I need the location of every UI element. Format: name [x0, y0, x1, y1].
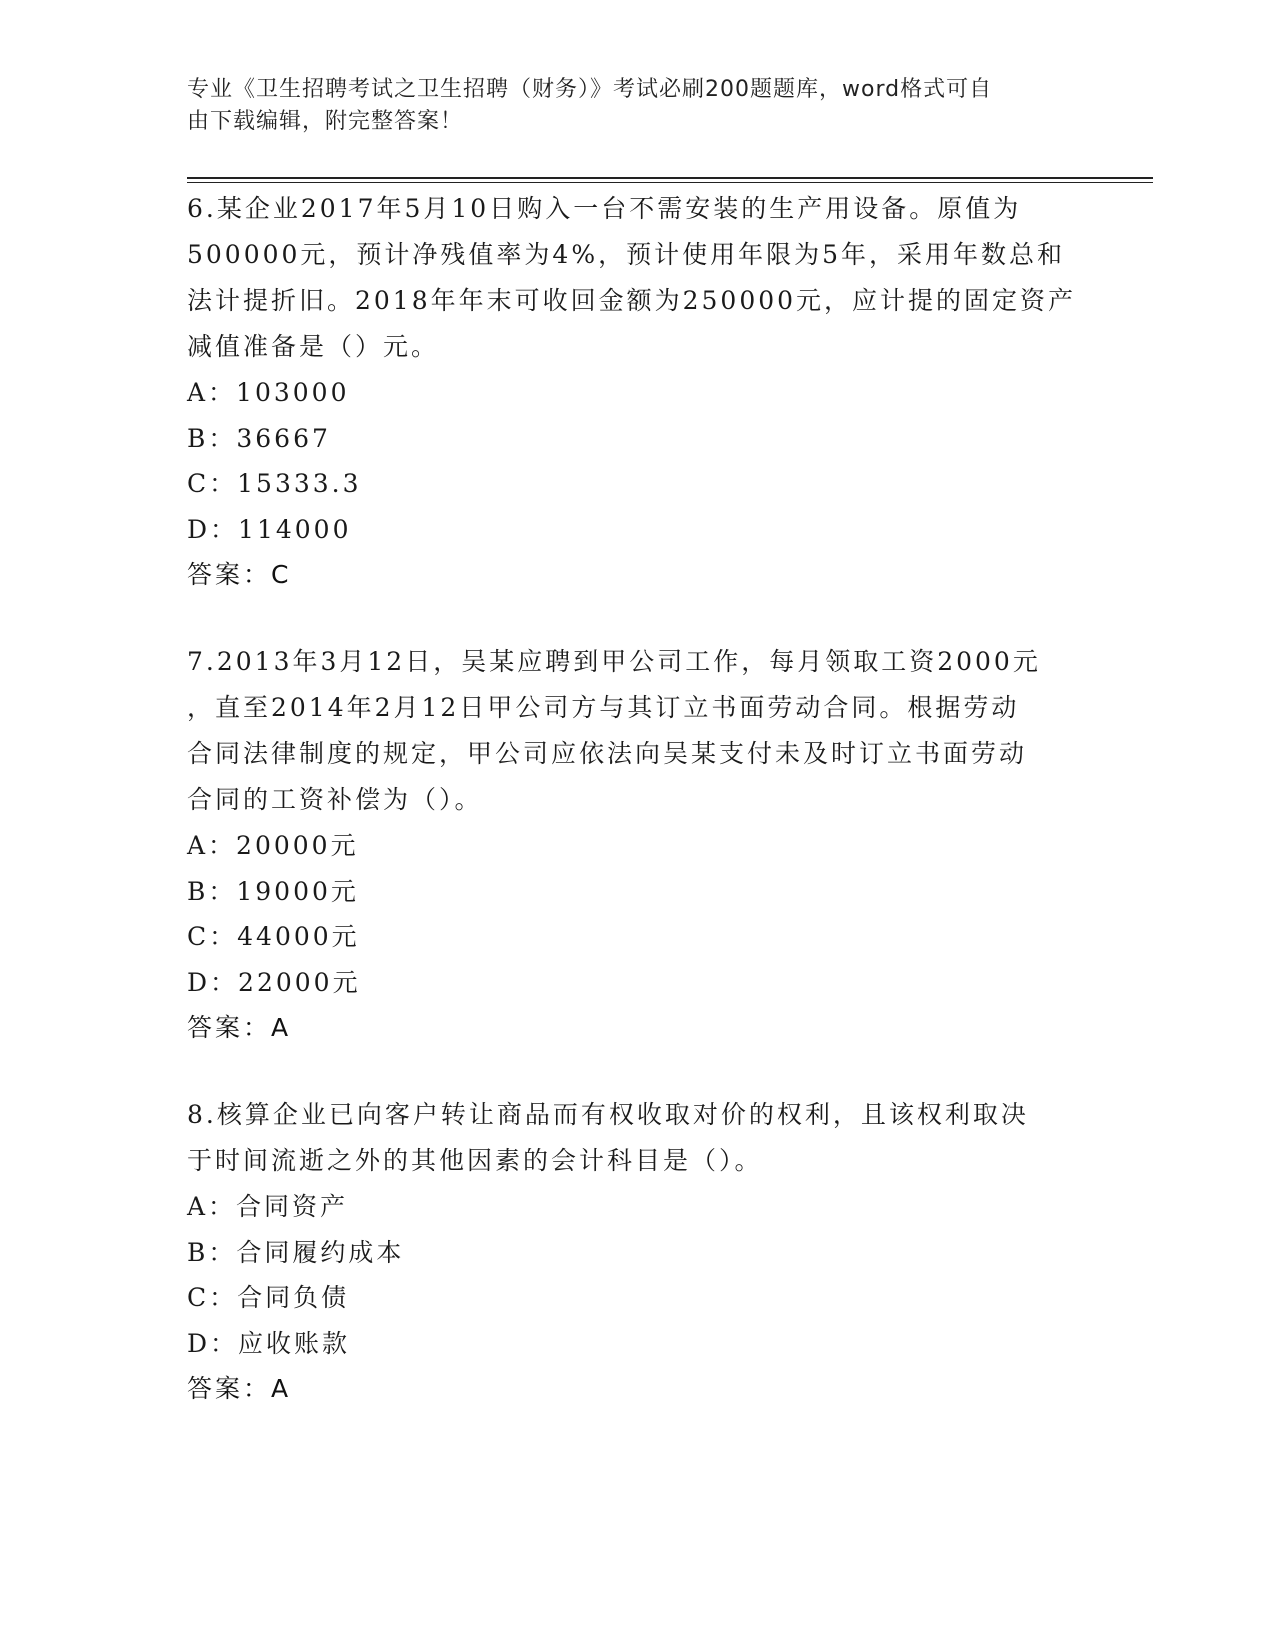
question-6-line-4: 减值准备是（）元。 [187, 332, 440, 361]
question-7-option-b: B：19000元 [187, 876, 359, 906]
question-7-option-d: D：22000元 [187, 967, 361, 997]
question-8 [187, 1092, 1087, 1411]
question-6-option-a: A：103000 [187, 378, 350, 407]
question-8-option-b: B：合同履约成本 [187, 1237, 405, 1267]
question-8-line-1: 8.核算企业已向客户转让商品而有权收取对价的权利，且该权利取决 [187, 1100, 1029, 1129]
question-6 [187, 186, 1087, 597]
header-line-2: 由下载编辑，附完整答案！ [187, 109, 464, 134]
header-divider-thick [187, 177, 1153, 179]
header-line-1: 专业《卫生招聘考试之卫生招聘（财务）》考试必刷200题题库，word格式可自 [187, 77, 993, 102]
header-divider-thin [187, 182, 1153, 183]
question-7-line-1: 7.2013年3月12日，吴某应聘到甲公司工作，每月领取工资2000元 [187, 647, 1041, 676]
question-8-answer: 答案：A [187, 1374, 292, 1403]
question-6-line-2: 500000元，预计净残值率为4%，预计使用年限为5年，采用年数总和 [187, 240, 1066, 269]
question-6-option-b: B：36667 [187, 423, 331, 453]
question-8-option-a: A：合同资产 [187, 1192, 349, 1221]
question-6-line-3: 法计提折旧。2018年年末可收回金额为250000元，应计提的固定资产 [187, 286, 1077, 315]
question-6-line-1: 6.某企业2017年5月10日购入一台不需安装的生产用设备。原值为 [187, 194, 1022, 223]
question-8-line-2: 于时间流逝之外的其他因素的会计科目是（）。 [187, 1146, 763, 1175]
question-7-answer: 答案：A [187, 1013, 292, 1042]
question-6-option-c: C：15333.3 [187, 469, 362, 498]
question-6-option-d: D：114000 [187, 514, 352, 544]
question-7-option-a: A：20000元 [187, 831, 359, 860]
question-8-option-d: D：应收账款 [187, 1328, 351, 1358]
question-6-answer: 答案：C [187, 560, 292, 589]
question-7 [187, 639, 1087, 1050]
question-7-line-4: 合同的工资补偿为（）。 [187, 785, 483, 814]
question-list [187, 186, 1087, 1453]
question-7-line-2: ，直至2014年2月12日甲公司方与其订立书面劳动合同。根据劳动 [187, 693, 1020, 722]
question-7-option-c: C：44000元 [187, 922, 360, 951]
document-header [187, 74, 1067, 138]
question-8-option-c: C：合同负债 [187, 1283, 350, 1312]
question-7-line-3: 合同法律制度的规定，甲公司应依法向吴某支付未及时订立书面劳动 [187, 739, 1028, 768]
